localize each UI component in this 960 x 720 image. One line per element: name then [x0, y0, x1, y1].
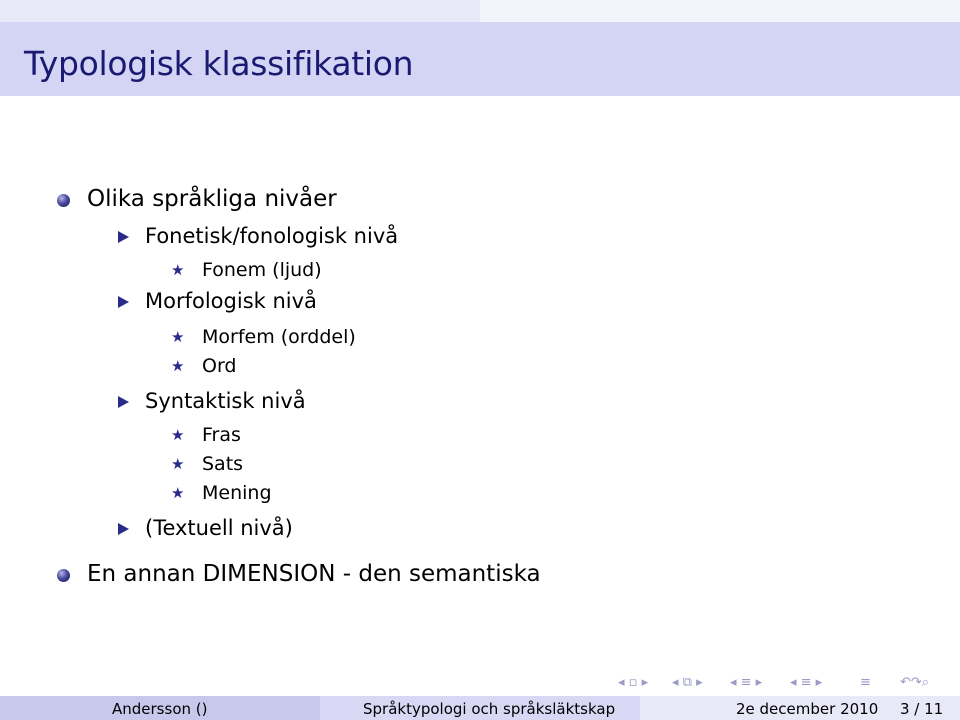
- ball-bullet-icon: [57, 569, 70, 582]
- list-item: Mening: [202, 482, 272, 504]
- list-item: Fonem (ljud): [202, 259, 322, 281]
- footer-date: 2e december 2010: [736, 700, 879, 718]
- list-item: Fonetisk/fonologisk nivå: [145, 224, 399, 248]
- header-strip-left: [0, 0, 480, 22]
- header-strip-right: [480, 0, 960, 22]
- star-bullet-icon: ★: [171, 455, 185, 473]
- list-item: Fras: [202, 424, 241, 446]
- list-item: Ord: [202, 355, 237, 377]
- footer-course: Språktypologi och språksläktskap: [363, 700, 616, 718]
- star-bullet-icon: ★: [171, 484, 185, 502]
- triangle-bullet-icon: [118, 231, 129, 243]
- footer-author: Andersson (): [112, 700, 208, 718]
- triangle-bullet-icon: [118, 396, 129, 408]
- footer-course-segment: [320, 696, 640, 720]
- star-bullet-icon: ★: [171, 357, 185, 375]
- star-bullet-icon: ★: [171, 426, 185, 444]
- star-bullet-icon: ★: [171, 261, 185, 279]
- list-item: Morfem (orddel): [202, 326, 356, 348]
- nav-document-icon[interactable]: ≡: [860, 675, 871, 690]
- triangle-bullet-icon: [118, 523, 129, 535]
- nav-slide-back-icon[interactable]: ◂ ▫ ▸: [618, 675, 649, 690]
- footer-author-segment: [0, 696, 320, 720]
- slide-title: Typologisk klassifikation: [24, 44, 414, 83]
- ball-bullet-icon: [57, 194, 70, 207]
- footer-page-number: 3 / 11: [900, 700, 944, 718]
- nav-subsection-icon[interactable]: ◂ ≡ ▸: [730, 675, 763, 690]
- list-item: Olika språkliga nivåer: [87, 186, 337, 212]
- footer: [0, 696, 960, 720]
- list-item: En annan DIMENSION - den semantiska: [87, 561, 541, 587]
- nav-section-icon[interactable]: ◂ ≡ ▸: [790, 675, 823, 690]
- list-item: Syntaktisk nivå: [145, 389, 306, 413]
- star-bullet-icon: ★: [171, 328, 185, 346]
- list-item: Sats: [202, 453, 244, 475]
- footer-date-segment: [640, 696, 960, 720]
- list-item: (Textuell nivå): [145, 516, 293, 540]
- nav-search-icon[interactable]: ↶↷⌕: [900, 675, 930, 690]
- nav-frame-icon[interactable]: ◂ ⧉ ▸: [672, 675, 703, 690]
- list-item: Morfologisk nivå: [145, 289, 317, 313]
- triangle-bullet-icon: [118, 296, 129, 308]
